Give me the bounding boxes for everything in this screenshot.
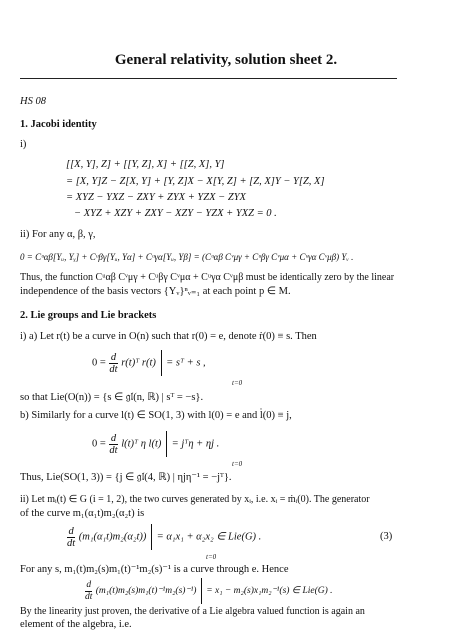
- for-any-text: For any s, m₁(t)m₂(s)m₁(t)⁻¹m₂(s)⁻¹ is a curve through e. Hence: [20, 564, 289, 575]
- jacobi-line-2: = [X, Y]Z − Z[X, Y] + [Y, Z]X − X[Y, Z] + [Z, X]Y − Y[Z, X]: [66, 176, 325, 187]
- eq-r-rhs: = sᵀ + s ,: [166, 357, 206, 369]
- eq-l-eval-point: t=0: [232, 460, 243, 468]
- eq-l-evalbar: [166, 431, 167, 457]
- eq3-dt: dt: [67, 537, 76, 549]
- eq3-number: (3): [380, 531, 393, 542]
- part-i-label: i): [20, 139, 27, 150]
- linearity-line-2: element of the algebra, i.e.: [20, 619, 132, 630]
- eqh-d: d: [86, 579, 92, 590]
- eq3-rhs: = α₁x₁ + α₂x₂ ∈ Lie(G) .: [156, 531, 262, 543]
- eq3-eval-point: t=0: [206, 553, 217, 561]
- term-label: HS 08: [20, 96, 46, 107]
- eq-l-d: d: [110, 432, 117, 444]
- part-ii-label: ii) For any α, β, γ,: [20, 229, 96, 240]
- eq-r-dt: dt: [109, 363, 118, 375]
- eq-r-evalbar: [161, 350, 162, 376]
- part-ii-line-1: ii) Let mᵢ(t) ∈ G (i = 1, 2), the two curves generated by xᵢ, i.e. xᵢ = ṁᵢ(0). The generator: [20, 494, 370, 505]
- jacobi-line-1: [[X, Y], Z] + [[Y, Z], X] + [[Z, X], Y]: [66, 159, 225, 170]
- eq-r-eval-point: t=0: [232, 379, 243, 387]
- eqh-evalbar: [201, 578, 202, 604]
- title-rule: [20, 78, 397, 79]
- eq-r-d: d: [110, 351, 117, 363]
- jacobi-line-4: − XYZ + XZY + ZXY − XZY − YZX + YXZ = 0 .: [74, 208, 277, 219]
- section-jacobi-heading: 1. Jacobi identity: [20, 119, 97, 130]
- eq-r-body: r(t)ᵀ r(t): [121, 357, 156, 369]
- page-title: General relativity, solution sheet 2.: [114, 52, 338, 68]
- structure-constant-equation: 0 = Cᵘαβ[Yᵤ, Yᵧ] + Cᵘβγ[Yᵤ, Yα] + Cᵘγα[Yᵤ, Yβ] = (Cᵘαβ Cᵛμγ + Cᵘβγ Cᵛμα + Cᵘγα Cᵛμβ) Yᵥ .: [20, 252, 354, 262]
- eqh-dt: dt: [85, 591, 93, 602]
- eq-l-lhs: 0 =: [92, 438, 106, 450]
- part-2i-b-text: b) Similarly for a curve l(t) ∈ SO(1, 3) with l(0) = e and l̇(0) ≡ j,: [20, 410, 292, 421]
- eqh-derivative: [85, 580, 92, 603]
- eqh-body: (m₁(t)m₂(s)m₁(t)⁻¹m₂(s)⁻¹): [95, 586, 197, 597]
- thus-text-line-1: Thus, the function Cᵘαβ Cᵛμγ + Cᵘβγ Cᵛμα + Cᵘγα Cᵛμβ must be identically zero by the linear: [20, 272, 395, 283]
- equation-commutator: [84, 578, 333, 604]
- thus-text-line-2: independence of the basis vectors {Yᵥ}ⁿᵥ₌₁ at each point p ∈ M.: [20, 286, 291, 297]
- eq-l-derivative: [109, 433, 117, 456]
- so-that-text: so that Lie(O(n)) = {s ∈ 𝔤𝔩(n, ℝ) | sᵀ = −s}.: [20, 392, 204, 403]
- eq3-d: d: [68, 525, 74, 537]
- eq-l-dt: dt: [109, 444, 118, 456]
- linearity-line-1: By the linearity just proven, the derivative of a Lie algebra valued function is again an: [20, 606, 365, 617]
- eq-r-derivative: [109, 352, 117, 375]
- equation-3: [66, 524, 261, 550]
- eqh-rhs: = x₁ − m₂(s)x₁m₂⁻¹(s) ∈ Lie(G) .: [206, 586, 333, 597]
- eq-r-lhs: 0 =: [92, 357, 106, 369]
- jacobi-line-3: = XYZ − YXZ − ZXY + ZYX + YZX − ZYX: [66, 192, 246, 203]
- eq3-body: (m₁(α₁t)m₂(α₂t)): [78, 531, 147, 543]
- equation-lorentz: [92, 431, 219, 457]
- thus-so13-text: Thus, Lie(SO(1, 3)) = {j ∈ 𝔤𝔩(4, ℝ) | ηjη⁻¹ = −jᵀ}.: [20, 472, 232, 483]
- eq3-evalbar: [151, 524, 152, 550]
- eq-l-rhs: = jᵀη + ηj .: [171, 438, 220, 450]
- eq-l-body: l(t)ᵀ η l(t): [121, 438, 162, 450]
- eq3-derivative: [67, 526, 75, 549]
- part-2i-a-text: i) a) Let r(t) be a curve in O(n) such that r(0) = e, denote ṙ(0) ≡ s. Then: [20, 331, 317, 342]
- part-ii-line-2: of the curve m₁(α₁t)m₂(α₂t) is: [20, 508, 145, 519]
- equation-orthogonal: [92, 350, 206, 376]
- section-lie-groups-heading: 2. Lie groups and Lie brackets: [20, 310, 157, 321]
